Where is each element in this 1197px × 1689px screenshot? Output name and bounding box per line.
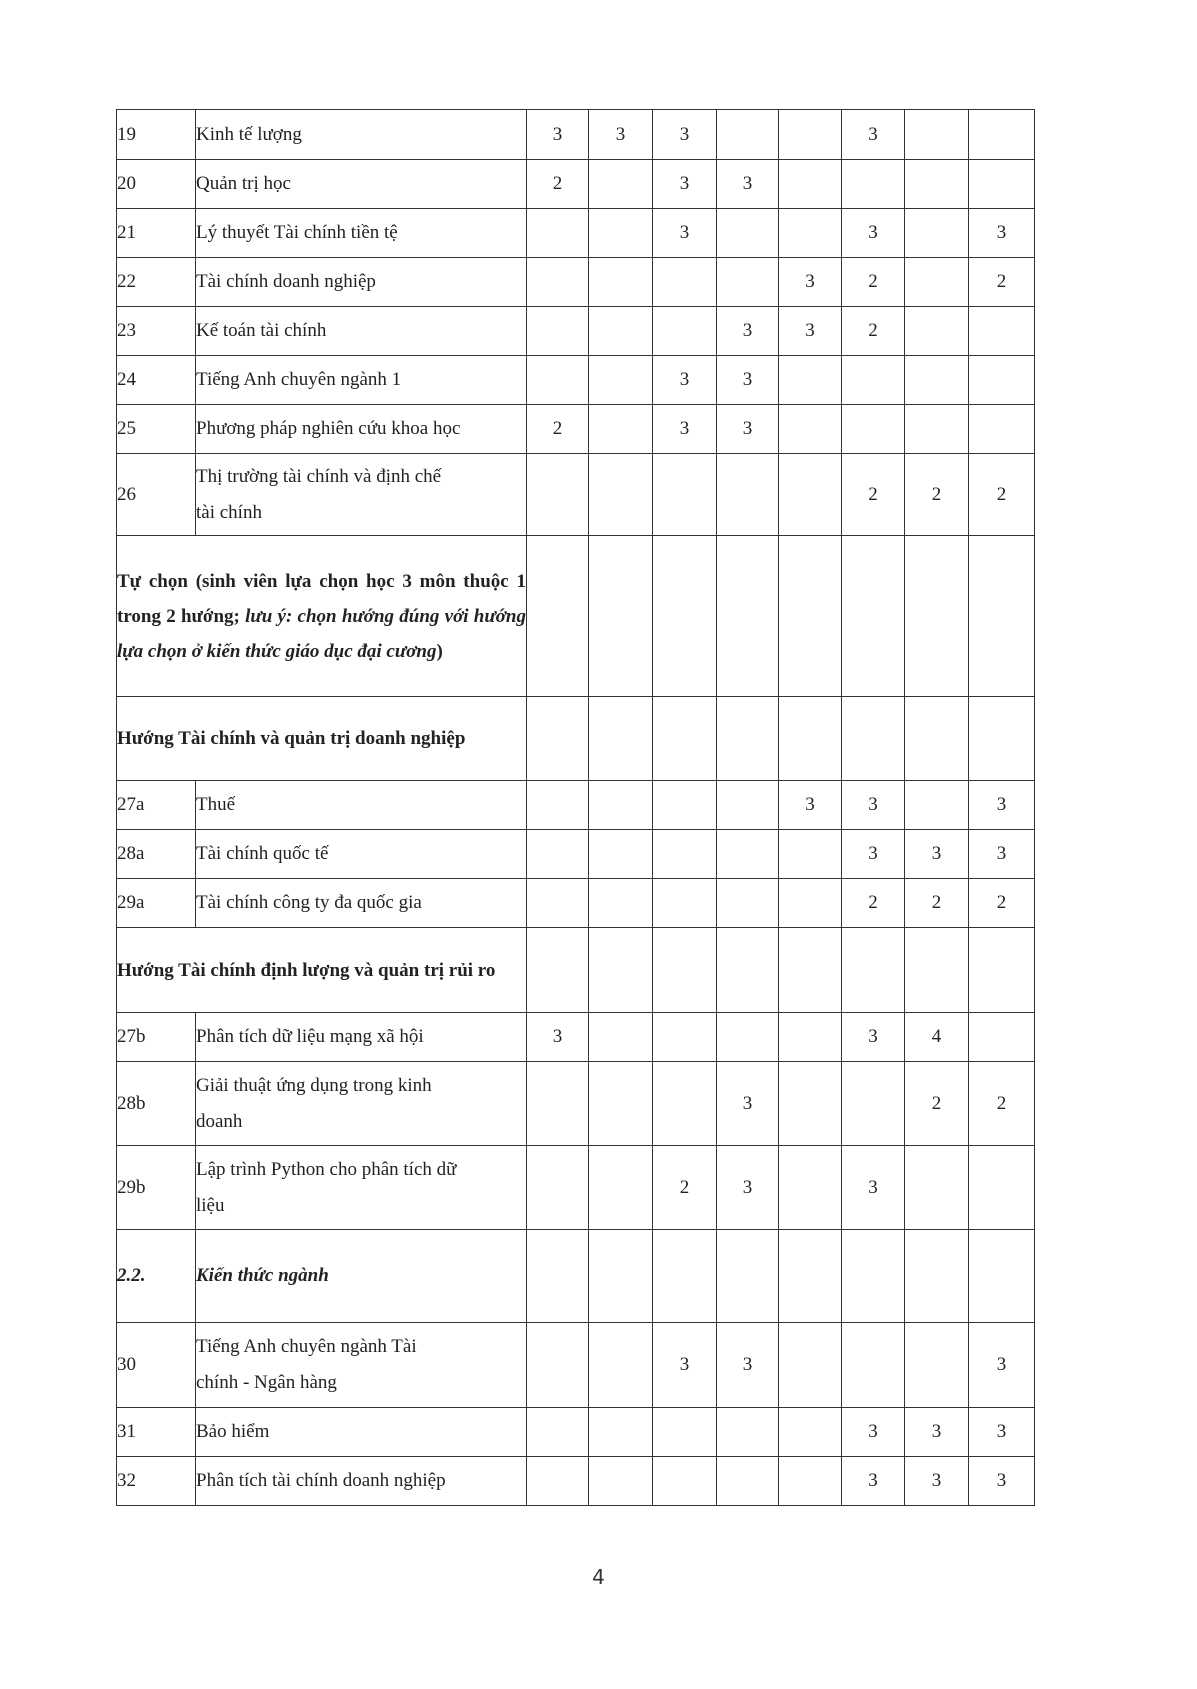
outcome-value-cell [653, 258, 717, 307]
outcome-value-cell [905, 307, 969, 356]
outcome-value-cell [589, 307, 653, 356]
section-heading-text: Hướng Tài chính định lượng và quản trị rủi ro [117, 959, 496, 981]
course-name [196, 1146, 527, 1230]
subheading-title: Kiến thức ngành [196, 1230, 527, 1323]
outcome-value-cell [527, 1230, 589, 1323]
outcome-value-cell [842, 1323, 905, 1408]
outcome-value-cell: 2 [653, 1146, 717, 1230]
course-name [196, 1013, 527, 1062]
outcome-value-cell: 2 [969, 258, 1035, 307]
course-name-line: Tài chính doanh nghiệp [196, 271, 376, 292]
outcome-value-cell [969, 405, 1035, 454]
outcome-value-cell [779, 1013, 842, 1062]
outcome-value-cell [717, 697, 779, 781]
course-name-line: Phân tích dữ liệu mạng xã hội [196, 1026, 424, 1047]
course-number: 20 [117, 160, 196, 209]
outcome-value-cell [717, 209, 779, 258]
outcome-value-cell: 2 [527, 160, 589, 209]
section-heading-text: lưu ý: chọn hướng đúng với hướng lựa chọn ở kiến thức giáo dục đại cương [117, 605, 526, 662]
outcome-value-cell: 2 [905, 879, 969, 928]
outcome-value-cell: 3 [842, 110, 905, 160]
table-row [117, 209, 1035, 258]
table-row [117, 307, 1035, 356]
course-number: 23 [117, 307, 196, 356]
outcome-value-cell: 2 [969, 1062, 1035, 1146]
outcome-value-cell: 3 [653, 209, 717, 258]
outcome-value-cell [589, 830, 653, 879]
course-name [196, 160, 527, 209]
outcome-value-cell [527, 697, 589, 781]
outcome-value-cell: 3 [969, 830, 1035, 879]
outcome-value-cell [653, 1062, 717, 1146]
outcome-value-cell [589, 697, 653, 781]
outcome-value-cell [527, 781, 589, 830]
course-name-line: Thuế [196, 794, 236, 815]
outcome-value-cell: 3 [969, 1408, 1035, 1457]
outcome-value-cell: 3 [717, 160, 779, 209]
course-number: 22 [117, 258, 196, 307]
course-number: 31 [117, 1408, 196, 1457]
outcome-value-cell [905, 1230, 969, 1323]
course-name-line: Tiếng Anh chuyên ngành 1 [196, 369, 402, 390]
outcome-value-cell [842, 356, 905, 405]
table-row [117, 1323, 1035, 1408]
course-name-line: Lập trình Python cho phân tích dữ [196, 1158, 457, 1180]
table-row [117, 1408, 1035, 1457]
table-row [117, 110, 1035, 160]
outcome-value-cell [779, 209, 842, 258]
outcome-value-cell: 2 [905, 1062, 969, 1146]
outcome-value-cell: 3 [969, 781, 1035, 830]
course-name-line: tài chính [196, 501, 262, 523]
course-name-line: Tiếng Anh chuyên ngành Tài [196, 1336, 417, 1357]
outcome-value-cell [779, 536, 842, 697]
outcome-value-cell [527, 1146, 589, 1230]
course-number: 19 [117, 110, 196, 160]
outcome-value-cell [905, 928, 969, 1013]
outcome-value-cell [779, 928, 842, 1013]
section-heading [117, 928, 527, 1013]
course-name-line: Tài chính quốc tế [196, 843, 329, 864]
course-number: 32 [117, 1457, 196, 1506]
outcome-value-cell [842, 928, 905, 1013]
outcome-value-cell [589, 1408, 653, 1457]
outcome-value-cell: 3 [779, 307, 842, 356]
outcome-value-cell [969, 1146, 1035, 1230]
outcome-value-cell [842, 536, 905, 697]
outcome-value-cell [779, 454, 842, 536]
course-name [196, 356, 527, 405]
outcome-value-cell: 2 [969, 879, 1035, 928]
course-name [196, 1457, 527, 1506]
outcome-value-cell [589, 160, 653, 209]
outcome-value-cell [589, 536, 653, 697]
table-row [117, 356, 1035, 405]
course-name-line: Quản trị học [196, 173, 291, 194]
outcome-value-cell [842, 1062, 905, 1146]
outcome-value-cell: 3 [842, 209, 905, 258]
outcome-value-cell [527, 258, 589, 307]
outcome-value-cell [905, 1323, 969, 1408]
course-name-line: Phương pháp nghiên cứu khoa học [196, 418, 461, 439]
outcome-value-cell: 2 [905, 454, 969, 536]
course-number: 28a [117, 830, 196, 879]
outcome-value-cell [653, 697, 717, 781]
section-heading [117, 697, 527, 781]
outcome-value-cell: 3 [905, 830, 969, 879]
course-name [196, 209, 527, 258]
outcome-value-cell [717, 928, 779, 1013]
outcome-value-cell [653, 1230, 717, 1323]
outcome-value-cell [779, 1146, 842, 1230]
outcome-value-cell [527, 536, 589, 697]
course-name-line: Kế toán tài chính [196, 320, 327, 341]
course-number: 29b [117, 1146, 196, 1230]
outcome-value-cell [717, 1230, 779, 1323]
outcome-value-cell [589, 356, 653, 405]
outcome-value-cell: 3 [842, 1013, 905, 1062]
outcome-value-cell: 3 [969, 209, 1035, 258]
course-number: 28b [117, 1062, 196, 1146]
outcome-value-cell [717, 879, 779, 928]
outcome-value-cell: 3 [717, 307, 779, 356]
outcome-value-cell [969, 697, 1035, 781]
outcome-value-cell: 2 [842, 258, 905, 307]
course-number: 21 [117, 209, 196, 258]
outcome-value-cell [779, 160, 842, 209]
subheading-row [117, 1230, 1035, 1323]
section-heading-text: ) [436, 640, 443, 662]
course-number: 26 [117, 454, 196, 536]
outcome-value-cell [717, 781, 779, 830]
outcome-value-cell [589, 1230, 653, 1323]
outcome-value-cell [717, 1013, 779, 1062]
course-number: 27b [117, 1013, 196, 1062]
outcome-value-cell: 3 [779, 781, 842, 830]
outcome-value-cell [589, 1146, 653, 1230]
outcome-value-cell [779, 1408, 842, 1457]
outcome-value-cell [905, 1146, 969, 1230]
subheading-number: 2.2. [117, 1230, 196, 1323]
outcome-value-cell [905, 209, 969, 258]
course-name [196, 110, 527, 160]
outcome-value-cell [905, 160, 969, 209]
outcome-value-cell [717, 454, 779, 536]
outcome-value-cell [969, 307, 1035, 356]
outcome-value-cell [589, 258, 653, 307]
section-heading-text: Hướng Tài chính và quản trị doanh nghiệp [117, 728, 466, 749]
outcome-value-cell [653, 1013, 717, 1062]
outcome-value-cell [589, 405, 653, 454]
outcome-value-cell [905, 697, 969, 781]
outcome-value-cell [969, 1230, 1035, 1323]
course-name [196, 1408, 527, 1457]
outcome-value-cell [842, 160, 905, 209]
section-heading [117, 536, 527, 697]
outcome-value-cell: 3 [717, 1323, 779, 1408]
course-name [196, 781, 527, 830]
course-name [196, 307, 527, 356]
outcome-value-cell [589, 209, 653, 258]
outcome-value-cell [589, 454, 653, 536]
outcome-value-cell: 2 [842, 307, 905, 356]
table-row [117, 1457, 1035, 1506]
table-row [117, 405, 1035, 454]
course-name [196, 1062, 527, 1146]
course-number: 29a [117, 879, 196, 928]
outcome-value-cell [589, 1323, 653, 1408]
outcome-value-cell [527, 356, 589, 405]
outcome-value-cell: 3 [842, 1146, 905, 1230]
outcome-value-cell [717, 830, 779, 879]
outcome-value-cell [653, 454, 717, 536]
table-row [117, 879, 1035, 928]
outcome-value-cell [842, 405, 905, 454]
outcome-value-cell: 3 [905, 1408, 969, 1457]
outcome-value-cell: 3 [527, 1013, 589, 1062]
outcome-value-cell: 3 [842, 1408, 905, 1457]
table-row [117, 160, 1035, 209]
outcome-value-cell: 3 [779, 258, 842, 307]
outcome-value-cell [717, 1408, 779, 1457]
outcome-value-cell [717, 536, 779, 697]
outcome-value-cell: 3 [653, 1323, 717, 1408]
outcome-value-cell: 2 [842, 454, 905, 536]
outcome-value-cell [969, 110, 1035, 160]
section-header-row [117, 697, 1035, 781]
outcome-value-cell [905, 536, 969, 697]
course-name-line: doanh [196, 1110, 243, 1132]
outcome-value-cell [905, 258, 969, 307]
course-name-line: Thị trường tài chính và định chế [196, 465, 442, 487]
outcome-value-cell [589, 781, 653, 830]
table-row [117, 1013, 1035, 1062]
page-number: 4 [592, 1565, 605, 1589]
course-name-line: Kinh tế lượng [196, 123, 302, 145]
outcome-value-cell [779, 356, 842, 405]
outcome-value-cell [969, 1013, 1035, 1062]
outcome-value-cell [589, 1062, 653, 1146]
outcome-value-cell: 3 [842, 1457, 905, 1506]
course-name-line: chính - Ngân hàng [196, 1372, 337, 1393]
course-number: 24 [117, 356, 196, 405]
section-heading-text: Tự chọn (sinh viên lựa chọn học 3 môn thuộc 1 trong 2 hướng; [117, 570, 526, 627]
outcome-value-cell [779, 1457, 842, 1506]
outcome-value-cell [527, 307, 589, 356]
outcome-value-cell: 2 [527, 405, 589, 454]
outcome-value-cell: 3 [653, 110, 717, 160]
outcome-value-cell [653, 879, 717, 928]
outcome-value-cell [779, 1230, 842, 1323]
section-header-row [117, 536, 1035, 697]
outcome-value-cell [905, 110, 969, 160]
course-number: 30 [117, 1323, 196, 1408]
outcome-value-cell [842, 697, 905, 781]
outcome-value-cell: 2 [969, 454, 1035, 536]
outcome-value-cell [969, 536, 1035, 697]
outcome-value-cell [653, 536, 717, 697]
outcome-value-cell [653, 307, 717, 356]
outcome-value-cell: 3 [653, 405, 717, 454]
outcome-value-cell [779, 697, 842, 781]
outcome-value-cell [527, 830, 589, 879]
outcome-value-cell [717, 258, 779, 307]
course-name [196, 454, 527, 536]
outcome-value-cell [779, 110, 842, 160]
outcome-value-cell [653, 1457, 717, 1506]
outcome-value-cell [653, 781, 717, 830]
course-number: 27a [117, 781, 196, 830]
course-outcome-matrix-table [116, 109, 1035, 1506]
course-number: 25 [117, 405, 196, 454]
outcome-value-cell [779, 1062, 842, 1146]
outcome-value-cell [779, 879, 842, 928]
outcome-value-cell: 3 [842, 781, 905, 830]
table-row [117, 258, 1035, 307]
outcome-value-cell: 3 [717, 1146, 779, 1230]
outcome-value-cell [589, 928, 653, 1013]
table-row [117, 454, 1035, 536]
outcome-value-cell [589, 879, 653, 928]
outcome-value-cell [527, 1457, 589, 1506]
outcome-value-cell [527, 209, 589, 258]
outcome-value-cell [527, 454, 589, 536]
outcome-value-cell [589, 1013, 653, 1062]
table-row [117, 781, 1035, 830]
outcome-value-cell: 4 [905, 1013, 969, 1062]
outcome-value-cell: 3 [527, 110, 589, 160]
outcome-value-cell [779, 405, 842, 454]
course-name-line: Phân tích tài chính doanh nghiệp [196, 1470, 446, 1491]
outcome-value-cell [527, 928, 589, 1013]
outcome-value-cell [779, 1323, 842, 1408]
outcome-value-cell: 3 [905, 1457, 969, 1506]
outcome-value-cell [717, 1457, 779, 1506]
outcome-value-cell: 3 [717, 356, 779, 405]
course-name [196, 1323, 527, 1408]
course-name [196, 879, 527, 928]
outcome-value-cell [779, 830, 842, 879]
outcome-value-cell: 3 [589, 110, 653, 160]
course-name-line: Giải thuật ứng dụng trong kinh [196, 1074, 432, 1096]
outcome-value-cell: 3 [969, 1323, 1035, 1408]
outcome-value-cell [653, 928, 717, 1013]
course-name-line: Tài chính công ty đa quốc gia [196, 892, 422, 913]
outcome-value-cell: 3 [717, 405, 779, 454]
outcome-value-cell [969, 356, 1035, 405]
outcome-value-cell [653, 830, 717, 879]
outcome-value-cell [969, 928, 1035, 1013]
table-body [117, 110, 1035, 1506]
course-name [196, 258, 527, 307]
outcome-value-cell: 2 [842, 879, 905, 928]
outcome-value-cell [653, 1408, 717, 1457]
course-name-line: Bảo hiểm [196, 1421, 270, 1442]
table-row [117, 830, 1035, 879]
outcome-value-cell [905, 356, 969, 405]
outcome-value-cell: 3 [969, 1457, 1035, 1506]
table-row [117, 1146, 1035, 1230]
outcome-value-cell [527, 1323, 589, 1408]
section-header-row [117, 928, 1035, 1013]
outcome-value-cell [842, 1230, 905, 1323]
outcome-value-cell [717, 110, 779, 160]
outcome-value-cell: 3 [717, 1062, 779, 1146]
outcome-value-cell [589, 1457, 653, 1506]
course-name [196, 405, 527, 454]
table-row [117, 1062, 1035, 1146]
outcome-value-cell: 3 [653, 356, 717, 405]
outcome-value-cell [527, 879, 589, 928]
course-name-line: liệu [196, 1194, 225, 1216]
course-name [196, 830, 527, 879]
outcome-value-cell: 3 [653, 160, 717, 209]
outcome-value-cell [527, 1408, 589, 1457]
outcome-value-cell: 3 [842, 830, 905, 879]
outcome-value-cell [905, 405, 969, 454]
outcome-value-cell [905, 781, 969, 830]
course-name-line: Lý thuyết Tài chính tiền tệ [196, 222, 398, 243]
outcome-value-cell [527, 1062, 589, 1146]
outcome-value-cell [969, 160, 1035, 209]
